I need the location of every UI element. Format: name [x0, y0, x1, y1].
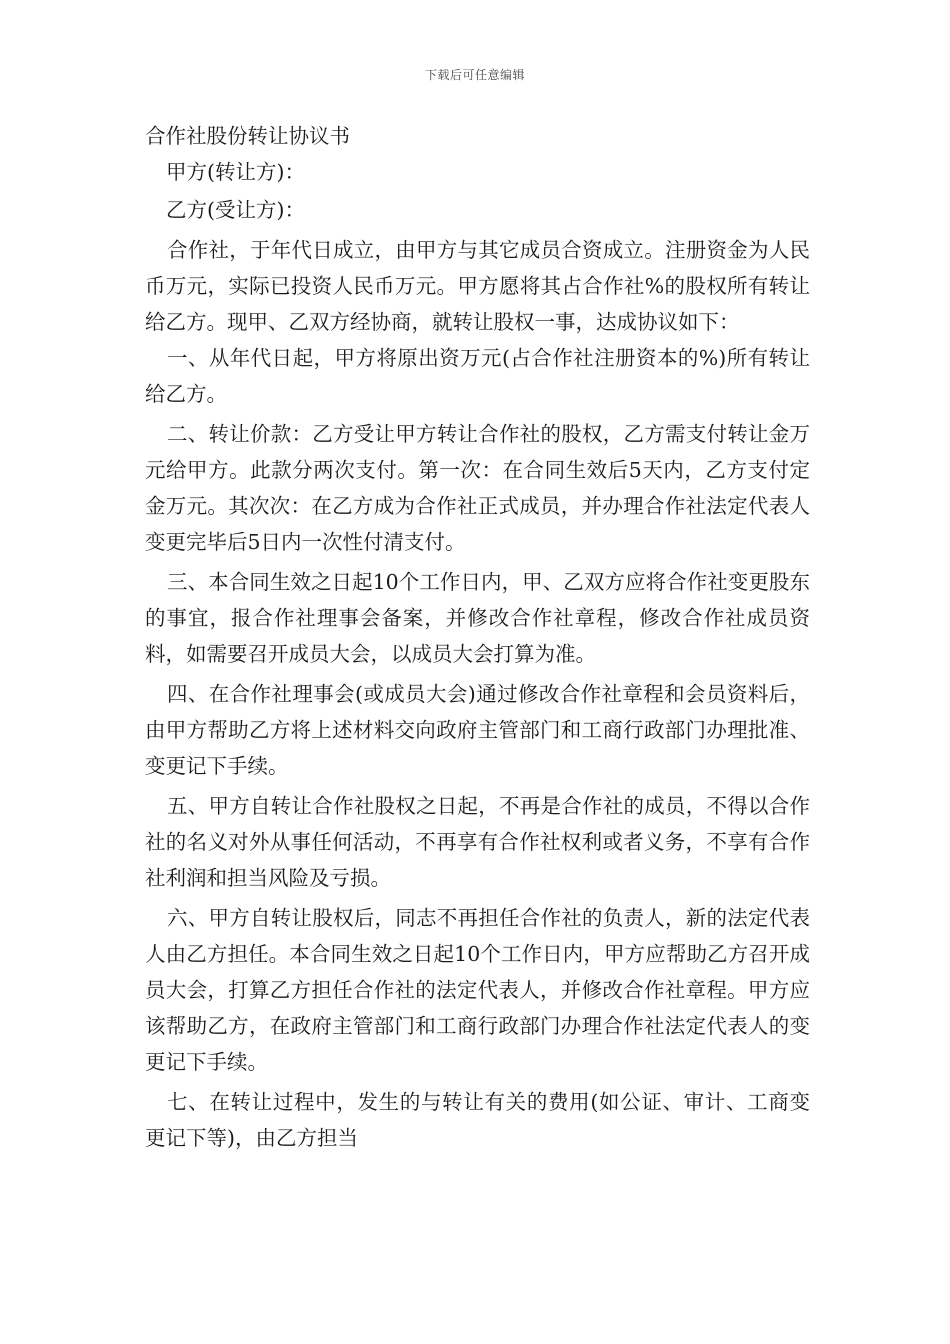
paragraph-clause-6: 六、甲方自转让股权后，同志不再担任合作社的负责人，新的法定代表人由乙方担任。本合同生效之日起10个工作日内，甲方应帮助乙方召开成员大会，打算乙方担任合作社的法定代表人，并修改合作社章程。甲方应该帮助乙方，在政府主管部门和工商行政部门办理合作社法定代表人的变更记下手续。: [145, 906, 810, 1074]
document-title: 合作社股份转让协议书: [145, 124, 350, 148]
paragraph-clause-1: 一、从年代日起，甲方将原出资万元(占合作社注册资本的%)所有转让给乙方。: [145, 346, 810, 406]
paragraph-clause-5: 五、甲方自转让合作社股权之日起，不再是合作社的成员，不得以合作社的名义对外从事任何活动，不再享有合作社权利或者义务，不享有合作社利润和担当风险及亏损。: [145, 794, 810, 890]
party-a-line: 甲方(转让方)：: [166, 160, 305, 184]
paragraph-clause-7: 七、在转让过程中，发生的与转让有关的费用(如公证、审计、工商变更记下等)，由乙方担当: [145, 1090, 810, 1150]
party-b-line: 乙方(受让方)：: [166, 198, 305, 222]
paragraph-clause-2: 二、转让价款：乙方受让甲方转让合作社的股权，乙方需支付转让金万元给甲方。此款分两次支付。第一次：在合同生效后5天内，乙方支付定金万元。其次次：在乙方成为合作社正式成员，并办理合作社法定代表人变更完毕后5日内一次性付清支付。: [145, 422, 810, 554]
document-body: [145, 118, 810, 1156]
paragraph-clause-3: 三、本合同生效之日起10个工作日内，甲、乙双方应将合作社变更股东的事宜，报合作社理事会备案，并修改合作社章程，修改合作社成员资料，如需要召开成员大会，以成员大会打算为准。: [145, 570, 810, 666]
paragraph-intro: 合作社，于年代日成立，由甲方与其它成员合资成立。注册资金为人民币万元，实际已投资人民币万元。甲方愿将其占合作社%的股权所有转让给乙方。现甲、乙双方经协商，就转让股权一事，达成协议如下：: [145, 238, 810, 334]
header-note: 下载后可任意编辑: [424, 68, 525, 82]
paragraph-clause-4: 四、在合作社理事会(或成员大会)通过修改合作社章程和会员资料后，由甲方帮助乙方将上述材料交向政府主管部门和工商行政部门办理批准、变更记下手续。: [145, 682, 810, 778]
